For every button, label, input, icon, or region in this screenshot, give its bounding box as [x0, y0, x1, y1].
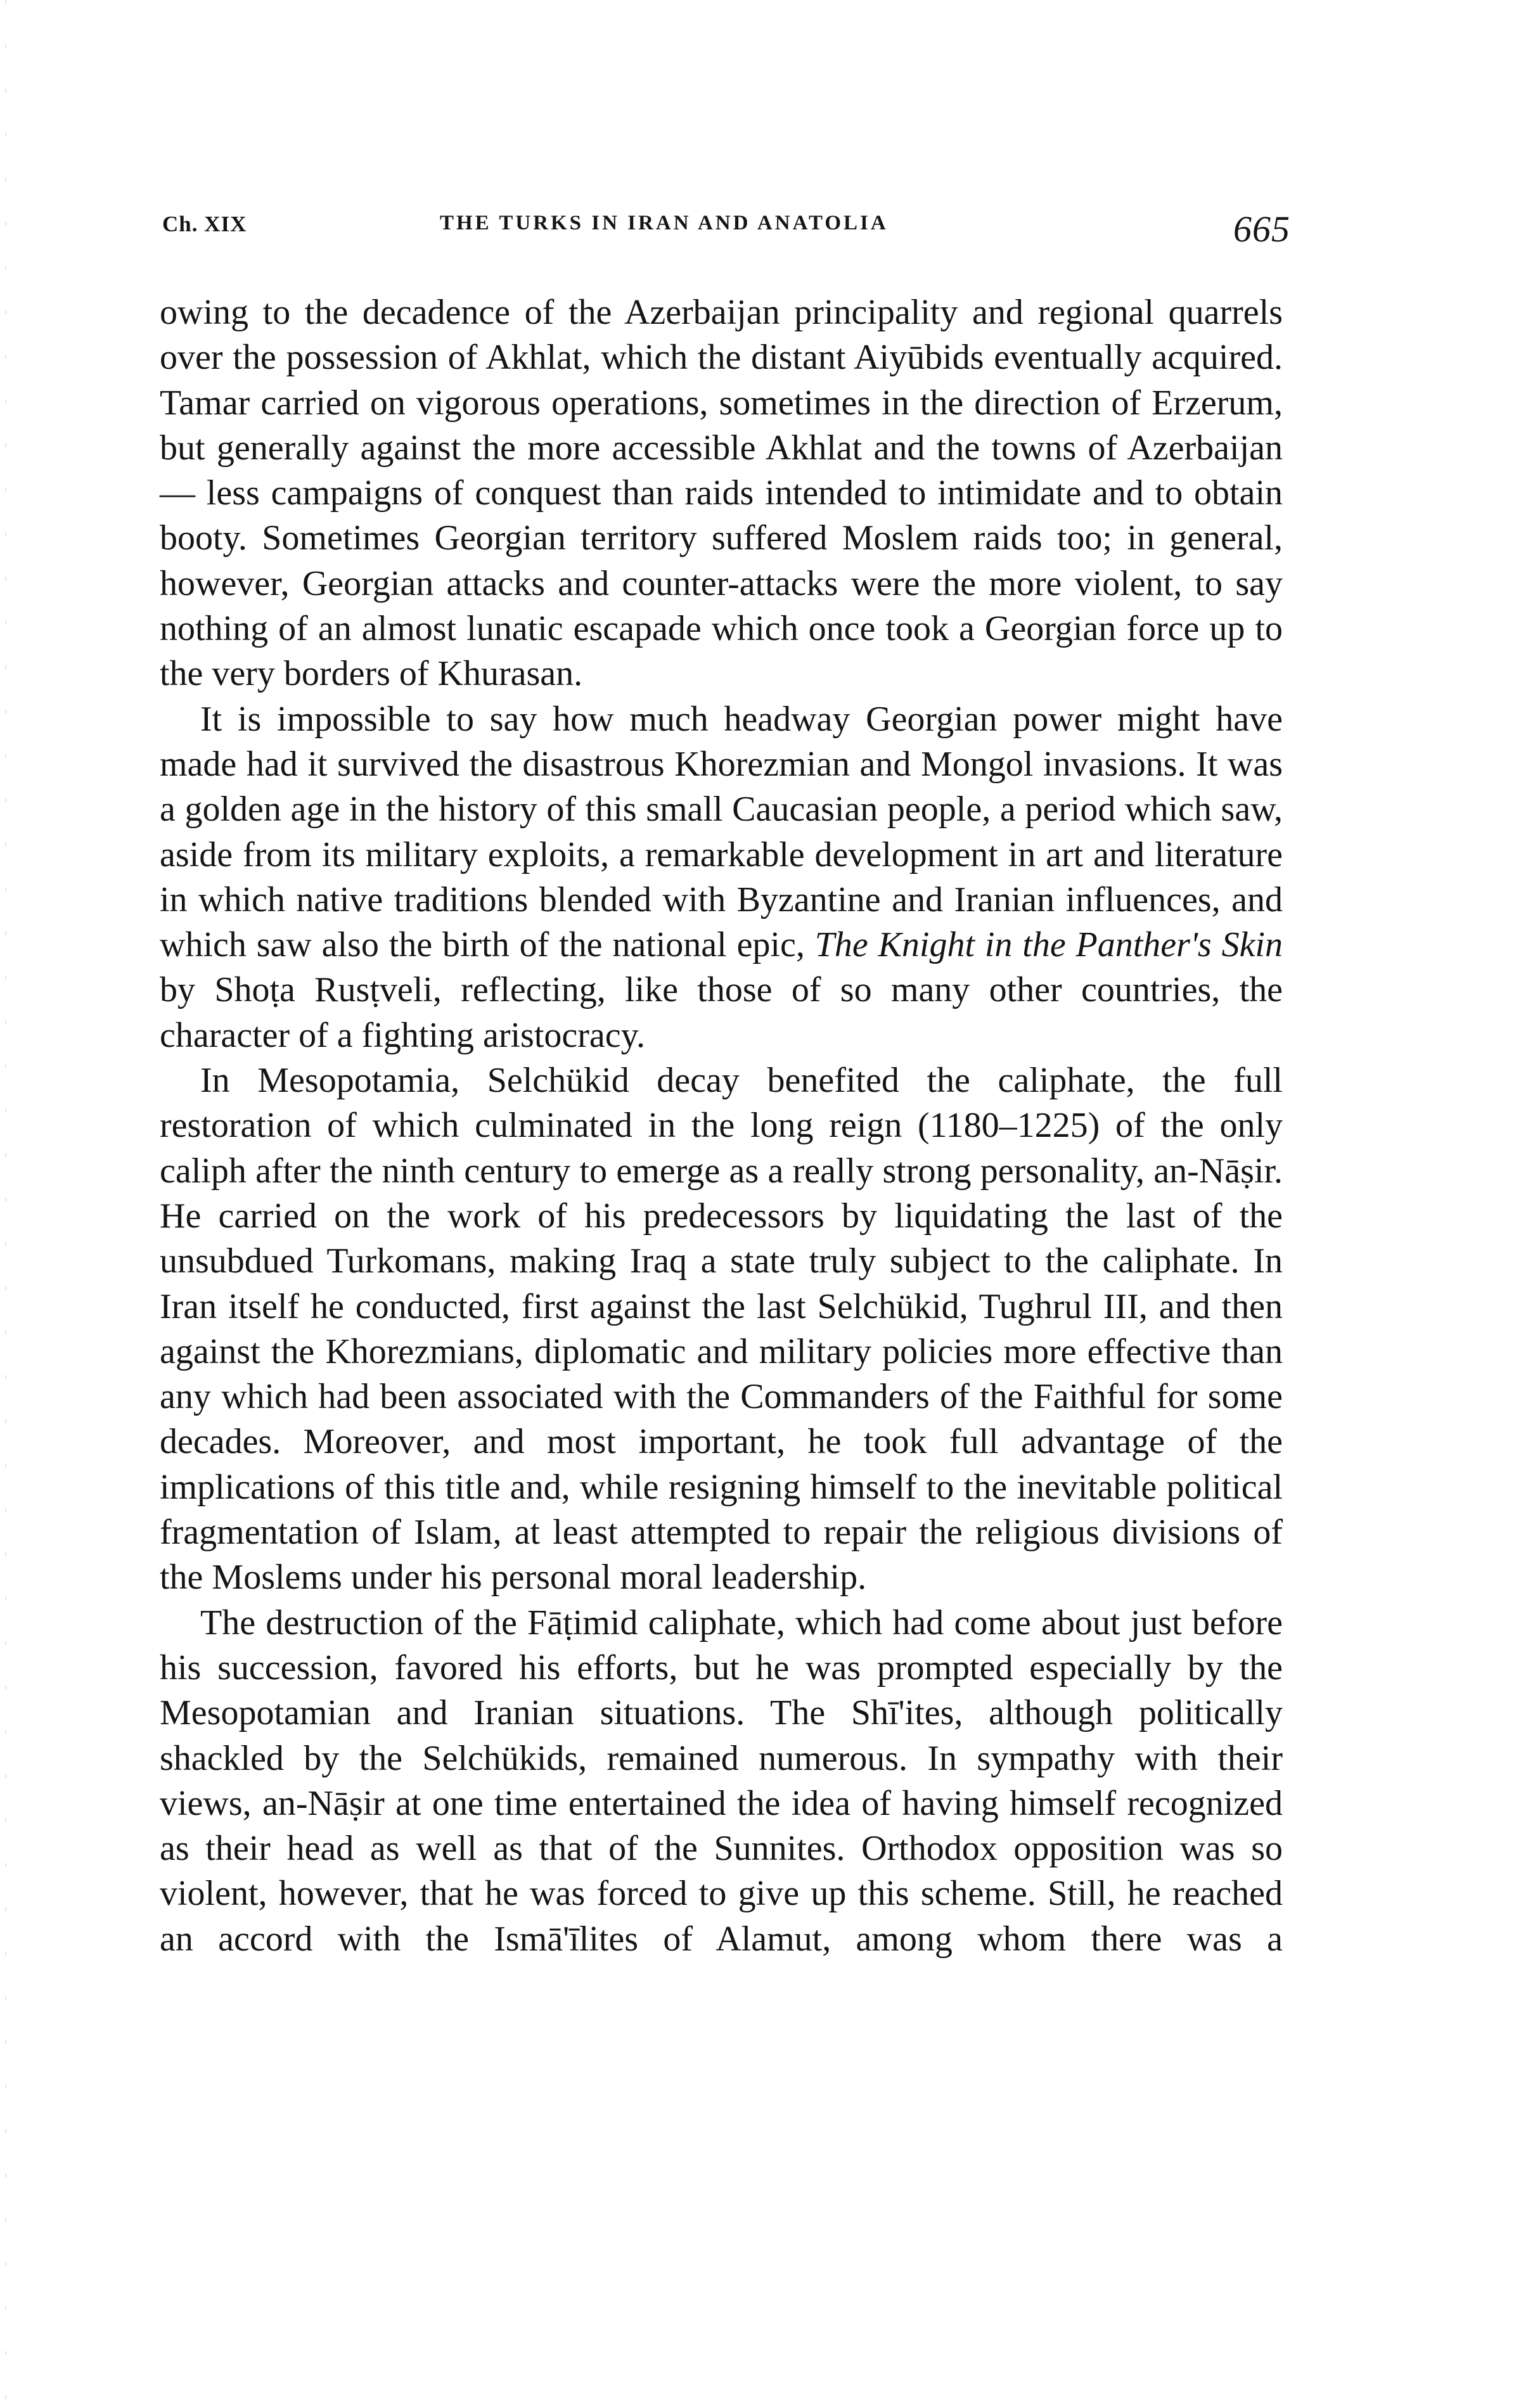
paragraph-2: [160, 697, 1283, 1058]
paragraph-3: In Mesopotamia, Selchükid decay benefited the caliphate, the full restoration of which culminated in the long reign (1180–1225) of the only caliph after the ninth century to emerge as a really strong personality, an-Nāṣir. He carried on the work of his predecessors by liquidating the last of the unsubdued Turkomans, making Iraq a state truly subject to the caliphate. In Iran itself he conducted, first against the last Selchükid, Tughrul III, and then against the Khorezmians, diplomatic and military policies more effective than any which had been associated with the Commanders of the Faithful for some decades. Moreover, and most important, he took full advantage of the implications of this title and, while resigning himself to the inevitable political fragmentation of Islam, at least attempted to repair the religious divisions of the Moslems under his personal moral leadership.: [160, 1061, 1283, 1598]
page-number: 665: [1233, 208, 1290, 250]
epic-title: The Knight in the Panther's Skin: [814, 925, 1283, 965]
paragraph-4: The destruction of the Fāṭimid caliphate, which had come about just before his succession, favored his efforts, but he was prompted especially by the Mesopotamian and Iranian situations. The Shī'ites, although politically shackled by the Selchükids, remained numerous. In sympathy with their views, an-Nāṣir at one time entertained the idea of having himself recognized as their head as well as that of the Sunnites. Orthodox opposition was so violent, however, that he was forced to give up this scheme. Still, he reached an accord with the Ismā'īlites of Alamut, among whom there was a: [160, 1603, 1283, 1959]
paragraph-2-text-after: by Shoṭa Rusṭveli, reflecting, like those of so many other countries, the character of a fighting aristocracy.: [160, 970, 1283, 1055]
paragraph-1: owing to the decadence of the Azerbaijan principality and regional quarrels over the possession of Akhlat, which the distant Aiyūbids eventually acquired. Tamar carried on vigorous operations, sometimes in the direction of Erzerum, but generally against the more accessible Akhlat and the towns of Azerbaijan — less campaigns of conquest than raids intended to intimidate and to obtain booty. Sometimes Georgian territory suffered Moslem raids too; in general, however, Georgian attacks and counter-attacks were the more violent, to say nothing of an almost lunatic escapade which once took a Georgian force up to the very borders of Khurasan.: [160, 293, 1283, 694]
running-title: THE TURKS IN IRAN AND ANATOLIA: [440, 212, 889, 234]
paragraph-2-text-before: It is impossible to say how much headway Georgian power might have made had it survived the disastrous Khorezmian and Mongol invasions. It was a golden age in the history of this small Caucasian people, a period which saw, aside from its military exploits, a remarkable development in art and literature in which native traditions blended with Byzantine and Iranian influences, and which saw also the birth of the national epic,: [160, 699, 1283, 965]
scan-edge-marks: [5, 0, 6, 2408]
chapter-label: Ch. XIX: [162, 212, 247, 236]
body-text: [160, 290, 1283, 1962]
running-head: [162, 208, 1290, 259]
